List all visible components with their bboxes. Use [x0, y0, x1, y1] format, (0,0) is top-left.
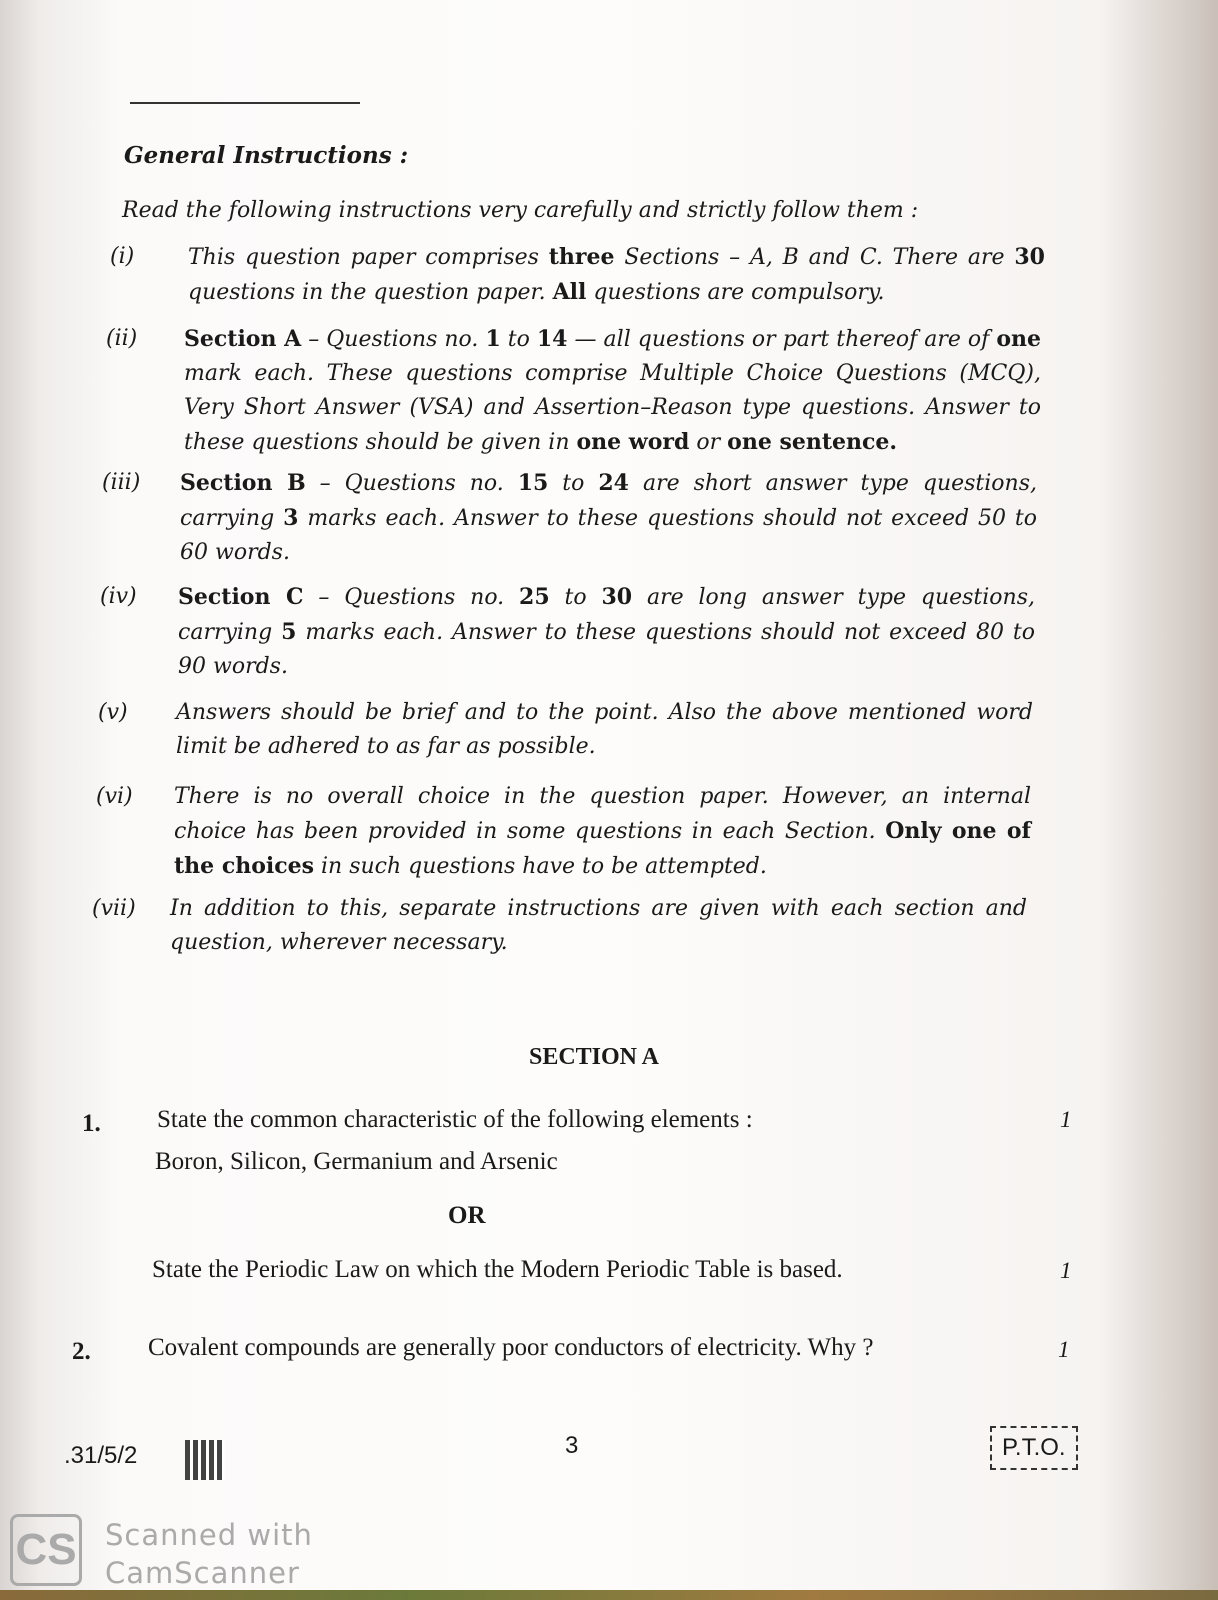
instruction-label: (iv): [100, 584, 137, 609]
camscanner-logo-icon: CS: [10, 1514, 82, 1586]
text-segment: mark each. These questions comprise Multiple Choice Questions (MCQ), Very Short Answer (VSA) and Assertion–Reason type questions. Answer to these questions should be given in: [184, 361, 1041, 455]
text-segment: to: [548, 471, 599, 496]
text-segment: – Questions no.: [303, 585, 520, 610]
emphasis-text: 30: [1014, 244, 1045, 270]
emphasis-text: 24: [598, 470, 629, 496]
text-segment: questions in the question paper.: [188, 280, 553, 305]
text-segment: are long answer type questions, carrying: [178, 585, 1035, 645]
or-separator: OR: [448, 1202, 486, 1229]
text-segment: to: [549, 585, 602, 610]
question-2-mark: 1: [1058, 1337, 1070, 1362]
instruction-label: (v): [98, 700, 128, 725]
emphasis-text: one sentence.: [727, 429, 898, 455]
watermark-line-2: CamScanner: [105, 1556, 300, 1590]
instruction-item: [100, 580, 1035, 684]
emphasis-text: Section C: [178, 584, 304, 610]
instruction-text: [174, 780, 1031, 884]
question-1-alternative: State the Periodic Law on which the Modern Periodic Table is based.: [152, 1256, 843, 1283]
section-a-title: SECTION A: [528, 1044, 660, 1070]
text-segment: marks each. Answer to these questions should not exceed 50 to 60 words.: [180, 506, 1038, 565]
question-1-mark: 1: [1060, 1107, 1072, 1132]
text-segment: or: [689, 430, 728, 455]
instruction-item: [96, 780, 1031, 884]
instruction-label: (vi): [96, 784, 133, 809]
text-segment: In addition to this, separate instructions are given with each section and question, wherever necessary.: [170, 896, 1027, 955]
emphasis-text: Section B: [180, 470, 306, 496]
page-number: 3: [565, 1432, 579, 1459]
text-segment: marks each. Answer to these questions should not exceed 80 to 90 words.: [178, 620, 1036, 679]
instruction-text: [184, 322, 1041, 460]
text-segment: There is no overall choice in the question paper. However, an internal choice has been provided in some questions in each Section.: [174, 784, 1031, 844]
camscanner-watermark: [105, 1516, 313, 1592]
question-1-number: 1.: [82, 1110, 101, 1137]
emphasis-text: 1: [485, 326, 501, 352]
emphasis-text: three: [548, 244, 615, 270]
emphasis-text: one word: [576, 429, 690, 455]
instruction-text: [178, 580, 1035, 684]
paper-code: .31/5/2: [64, 1442, 138, 1469]
emphasis-text: 3: [283, 505, 299, 531]
instruction-label: (vii): [92, 896, 136, 921]
text-segment: questions are compulsory.: [586, 280, 885, 305]
text-segment: Sections – A, B and C. There are: [614, 245, 1015, 270]
instruction-label: (ii): [106, 326, 138, 351]
emphasis-text: Only one of the choices: [174, 818, 1031, 879]
text-segment: – Questions no.: [305, 471, 518, 496]
text-segment: This question paper comprises: [188, 245, 549, 270]
text-segment: to: [500, 327, 537, 352]
question-1-alternative-mark: 1: [1060, 1258, 1072, 1283]
emphasis-text: 15: [517, 470, 549, 496]
text-segment: in such questions have to be attempted.: [314, 854, 767, 879]
instruction-text: [180, 466, 1037, 570]
instruction-item: [92, 892, 1027, 960]
instruction-item: [102, 466, 1037, 570]
instruction-text: [176, 696, 1033, 764]
emphasis-text: Section A: [184, 326, 302, 352]
emphasis-text: 5: [281, 619, 297, 645]
text-segment: Answers should be brief and to the point. Also the above mentioned word limit be adhered to as far as possible.: [176, 700, 1033, 759]
question-2-number: 2.: [72, 1338, 91, 1365]
emphasis-text: 30: [601, 584, 633, 610]
instruction-item: [110, 240, 1045, 310]
instruction-text: [188, 240, 1045, 310]
text-segment: are short answer type questions, carrying: [180, 471, 1037, 531]
general-instructions-intro: Read the following instructions very carefully and strictly follow them :: [122, 198, 919, 223]
emphasis-text: one: [996, 326, 1041, 352]
pto-box: P.T.O.: [990, 1426, 1078, 1470]
instruction-label: (iii): [102, 470, 141, 495]
emphasis-text: All: [552, 279, 587, 305]
text-segment: – Questions no.: [301, 327, 486, 352]
instruction-item: [98, 696, 1033, 764]
instruction-item: [106, 322, 1041, 460]
top-rule: [130, 102, 360, 104]
text-segment: — all questions or part thereof are of: [567, 327, 997, 352]
instruction-label: (i): [110, 244, 135, 269]
question-1-elements: Boron, Silicon, Germanium and Arsenic: [155, 1148, 558, 1175]
general-instructions-title: General Instructions :: [124, 142, 409, 169]
question-1-text: State the common characteristic of the following elements :: [157, 1106, 753, 1133]
watermark-line-1: Scanned with: [105, 1518, 313, 1552]
page-edge: [0, 1590, 1218, 1600]
emphasis-text: 25: [519, 584, 550, 610]
emphasis-text: 14: [536, 326, 568, 352]
instruction-text: [170, 892, 1027, 960]
qr-code-icon: [185, 1440, 225, 1480]
question-2-text: Covalent compounds are generally poor conductors of electricity. Why ?: [148, 1334, 874, 1361]
